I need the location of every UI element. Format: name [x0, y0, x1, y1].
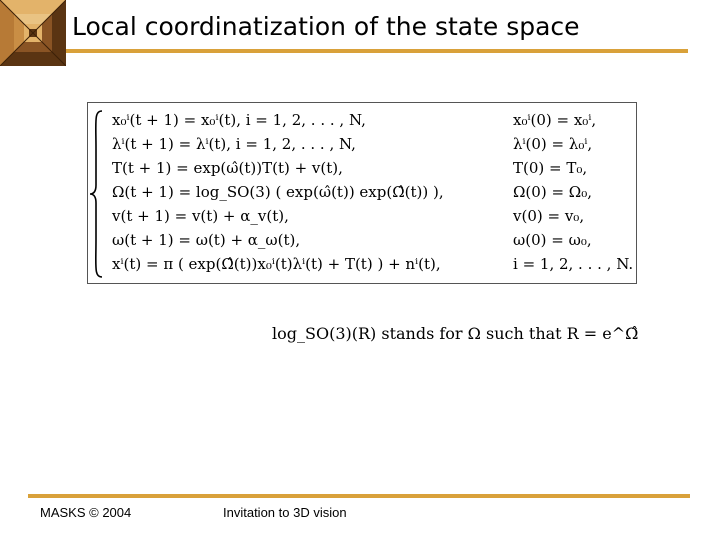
log-definition-note: log_SO(3)(R) stands for Ω such that R = e^Ω̂ [272, 324, 639, 343]
equation-left: v(t + 1) = v(t) + α_v(t), [112, 207, 289, 225]
footer-course-title: Invitation to 3D vision [223, 505, 347, 520]
equation-right: ω(0) = ω₀, [513, 231, 592, 249]
footer-copyright: MASKS © 2004 [40, 505, 132, 520]
equation-right: Ω(0) = Ω₀, [513, 183, 593, 201]
title-divider [66, 49, 688, 53]
equation-right: λⁱ(0) = λ₀ⁱ, [513, 135, 593, 153]
slide-title: Local coordinatization of the state space [72, 12, 580, 41]
equation-left: λⁱ(t + 1) = λⁱ(t), i = 1, 2, . . . , N, [112, 135, 356, 153]
footer-divider [28, 494, 690, 498]
equation-box [87, 102, 637, 284]
equation-right: x₀ⁱ(0) = x₀ⁱ, [513, 111, 597, 129]
equation-left: ω(t + 1) = ω(t) + α_ω(t), [112, 231, 301, 249]
equation-row [88, 157, 638, 179]
equation-left: Ω(t + 1) = log_SO(3) ( exp(ω̂(t)) exp(Ω̂(t)) ), [112, 183, 444, 201]
equation-right: T(0) = T₀, [513, 159, 588, 177]
equation-row [88, 181, 638, 203]
equation-row [88, 133, 638, 155]
equation-row [88, 109, 638, 131]
equation-left: T(t + 1) = exp(ω̂(t))T(t) + v(t), [112, 159, 343, 177]
equation-left: x₀ⁱ(t + 1) = x₀ⁱ(t), i = 1, 2, . . . , N, [112, 111, 366, 129]
equation-row [88, 229, 638, 251]
logo-icon [0, 0, 66, 66]
equation-right: v(0) = v₀, [513, 207, 585, 225]
equation-row [88, 253, 638, 275]
equation-right: i = 1, 2, . . . , N. [513, 255, 634, 273]
equation-row [88, 205, 638, 227]
equation-left: xⁱ(t) = π ( exp(Ω̂(t))x₀ⁱ(t)λⁱ(t) + T(t) ) + nⁱ(t), [112, 255, 441, 273]
